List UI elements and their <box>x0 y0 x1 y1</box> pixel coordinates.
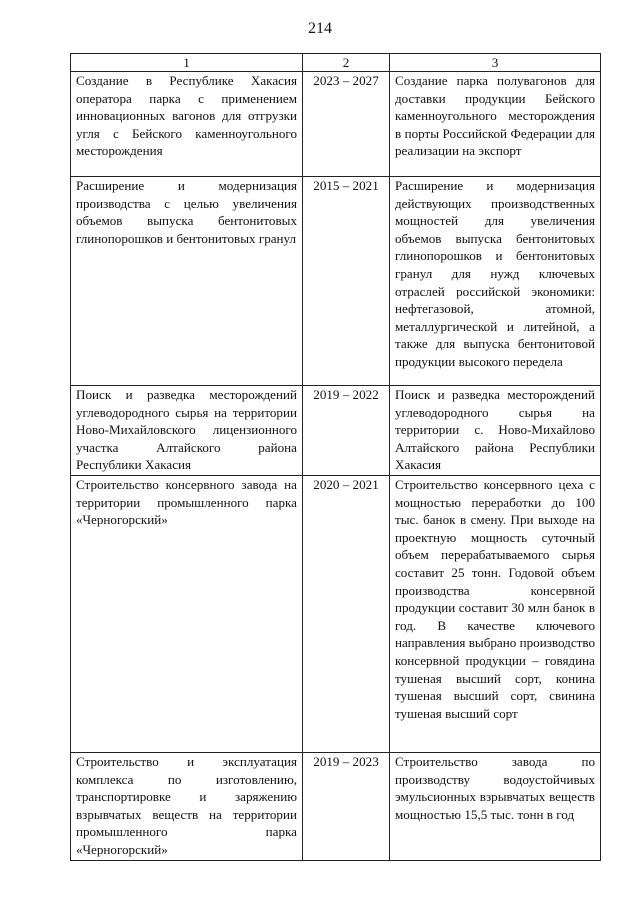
table-row <box>71 386 601 476</box>
result-cell: Создание парка полувагонов для доставки продукции Бейского каменноугольного месторождения в порты Российской Федерации для реализации на экспорт <box>390 72 601 177</box>
project-name-cell: Строительство консервного завода на территории промышленного парка «Черногорский» <box>71 475 303 752</box>
years-cell: 2023 – 2027 <box>303 72 390 177</box>
result-cell: Строительство консервного цеха с мощностью переработки до 100 тыс. банок в смену. При выходе на проектную мощность суточный объем перерабатываемого сырья составит 25 тонн. Годовой объем производства консервной продукции составит 30 млн банок в год. В качестве ключевого направления выбрано производство консервной продукции – говядина тушеная высший сорт, конина тушеная высший сорт, свинина тушеная высший сорт <box>390 475 601 752</box>
years-cell: 2015 – 2021 <box>303 177 390 386</box>
table-row <box>71 475 601 752</box>
table-row <box>71 752 601 860</box>
result-cell: Строительство завода по производству водоустойчивых эмульсионных взрывчатых веществ мощностью 15,5 тыс. тонн в год <box>390 752 601 860</box>
project-name-cell: Поиск и разведка месторождений углеводородного сырья на территории Ново-Михайловского лицензионного участка Алтайского района Республики Хакасия <box>71 386 303 476</box>
column-header-2: 2 <box>303 54 390 72</box>
column-header-3: 3 <box>390 54 601 72</box>
project-name-cell: Расширение и модернизация производства с целью увеличения объемов выпуска бентонитовых глинопорошков и бентонитовых гранул <box>71 177 303 386</box>
result-cell: Расширение и модернизация действующих производственных мощностей для увеличения объемов выпуска бентонитовых глинопорошков и бентонитовых гранул для нужд ключевых отраслей российской экономики: нефтегазовой, атомной, металлургической и литейной, а также для выпуска бентонитовой продукции высокого передела <box>390 177 601 386</box>
column-header-1: 1 <box>71 54 303 72</box>
projects-table <box>70 53 601 861</box>
result-cell: Поиск и разведка месторождений углеводородного сырья на территории с. Ново-Михайлово Алтайского района Республики Хакасия <box>390 386 601 476</box>
project-name-cell: Создание в Республике Хакасия оператора парка с применением инновационных вагонов для отгрузки угля с Бейского каменноугольного месторождения <box>71 72 303 177</box>
years-cell: 2019 – 2022 <box>303 386 390 476</box>
years-cell: 2020 – 2021 <box>303 475 390 752</box>
table-header-row <box>71 54 601 72</box>
table-row <box>71 72 601 177</box>
project-name-cell: Строительство и эксплуатация комплекса по изготовлению, транспортировке и заряжению взрывчатых веществ на территории промышленного парка «Черногорский» <box>71 752 303 860</box>
page-number: 214 <box>308 20 332 37</box>
years-cell: 2019 – 2023 <box>303 752 390 860</box>
table-row <box>71 177 601 386</box>
